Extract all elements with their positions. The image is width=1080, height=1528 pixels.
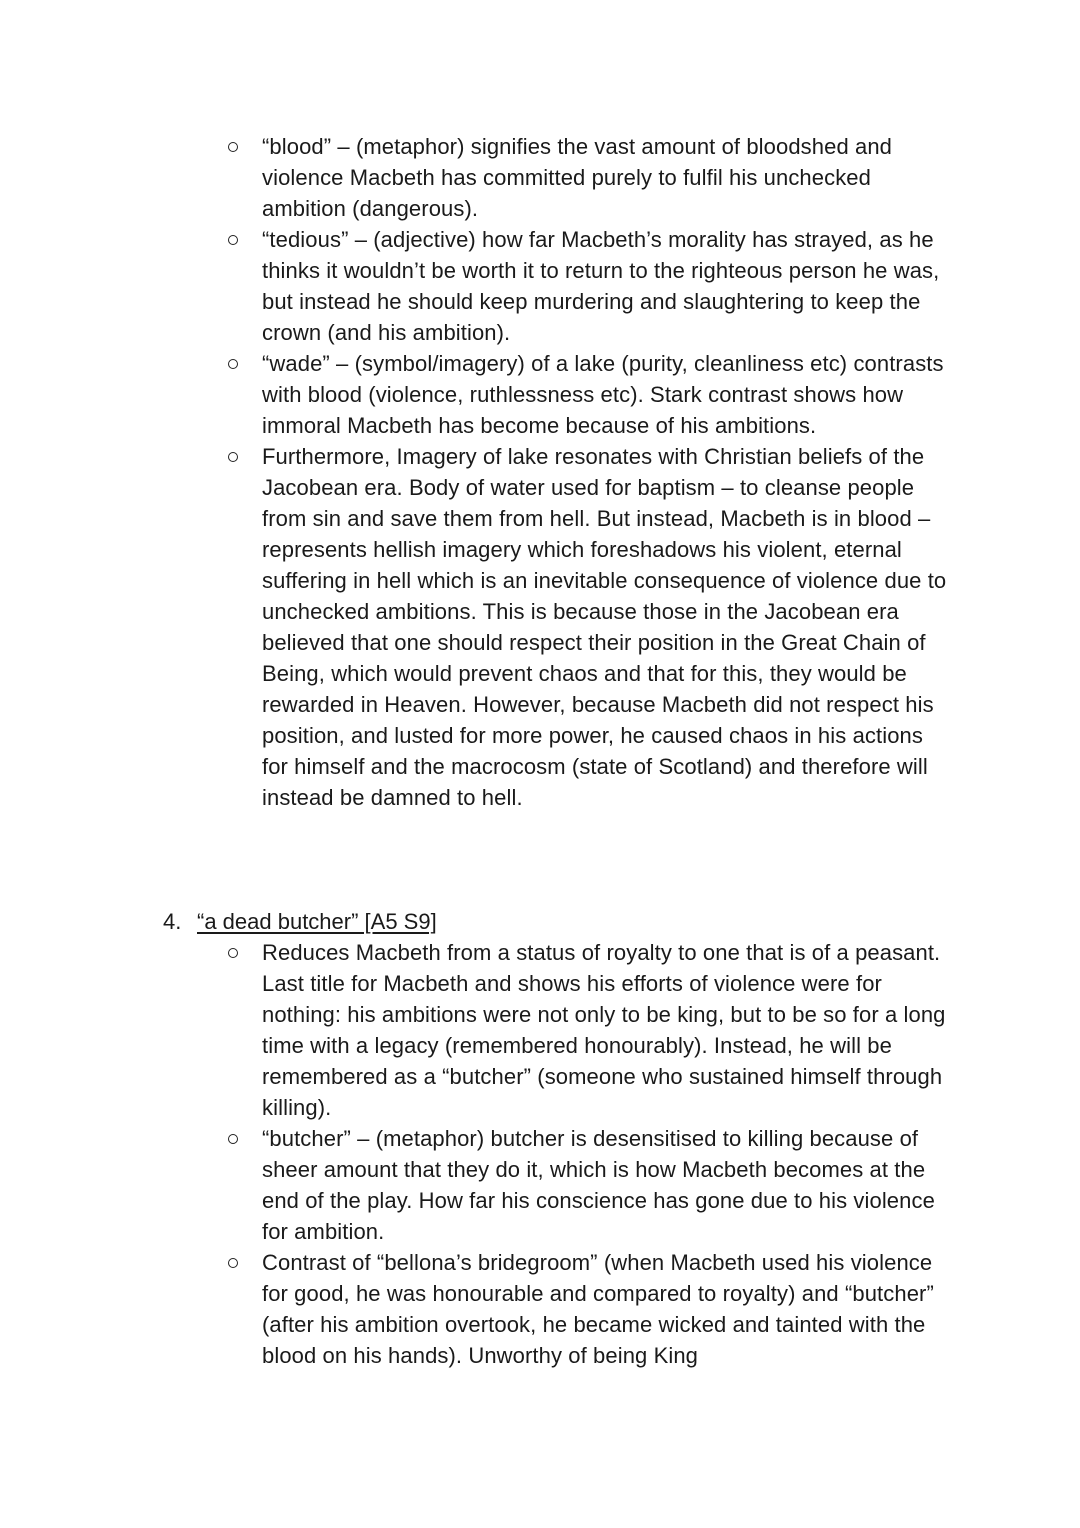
bullet-item-contrast — [0, 1247, 952, 1371]
bullet-text: “butcher” – (metaphor) butcher is desensitised to killing because of sheer amount that they do it, which is how Macbeth becomes at the end of the play. How far his conscience has gone due to his violence for ambition. — [262, 1126, 935, 1244]
bullet-text: “blood” – (metaphor) signifies the vast amount of bloodshed and violence Macbeth has committed purely to fulfil his unchecked ambition (dangerous). — [262, 134, 893, 221]
bullet-item-wade — [0, 348, 952, 441]
bullet-text: Contrast of “bellona’s bridegroom” (when Macbeth used his violence for good, he was honourable and compared to royalty) and “butcher” (after his ambition overtook, he became wicked and tainted with the blood on his hands). Unworthy of being King — [262, 1250, 934, 1368]
section-number: 4. — [163, 909, 182, 934]
bullet-text: Reduces Macbeth from a status of royalty to one that is of a peasant. Last title for Macbeth and shows his efforts of violence were for nothing: his ambitions were not only to be king, but to be so for a long time with a legacy (remembered honourably). Instead, he will be remembered as a “butcher” (someone who sustained himself through killing). — [262, 940, 946, 1120]
bullet-text: “tedious” – (adjective) how far Macbeth’s morality has strayed, as he thinks it wouldn’t be worth it to return to the righteous person he was, but instead he should keep murdering and slaughtering to keep the crown (and his ambition). — [262, 227, 940, 345]
hollow-bullet-icon — [228, 142, 238, 152]
bullet-text: Furthermore, Imagery of lake resonates with Christian beliefs of the Jacobean era. Body of water used for baptism – to cleanse people from sin and save them from hell. But instead, Macbeth is in blood – represents hellish imagery which foreshadows his violent, eternal suffering in hell which is an inevitable consequence of violence due to unchecked ambitions. This is because those in the Jacobean era believed that one should respect their position in the Great Chain of Being, which would prevent chaos and that for this, they would be rewarded in Heaven. However, because Macbeth did not respect his position, and lusted for more power, he caused chaos in his actions for himself and the macrocosm (state of Scotland) and therefore will instead be damned to hell. — [262, 444, 947, 810]
hollow-bullet-icon — [228, 948, 238, 958]
bullet-item-tedious — [0, 224, 952, 348]
section-title: “a dead butcher” [A5 S9] — [197, 909, 437, 934]
bullet-item-blood — [0, 131, 952, 224]
bullet-item-lake-imagery — [0, 441, 952, 813]
hollow-bullet-icon — [228, 1134, 238, 1144]
hollow-bullet-icon — [228, 235, 238, 245]
hollow-bullet-icon — [228, 359, 238, 369]
hollow-bullet-icon — [228, 1258, 238, 1268]
bullet-list — [0, 937, 1080, 1371]
analysis-section-continued — [0, 131, 1080, 813]
section-heading — [163, 906, 437, 937]
bullet-list — [0, 131, 1080, 813]
hollow-bullet-icon — [228, 452, 238, 462]
bullet-text: “wade” – (symbol/imagery) of a lake (purity, cleanliness etc) contrasts with blood (violence, ruthlessness etc). Stark contrast shows how immoral Macbeth has become because of his ambitions. — [262, 351, 944, 438]
bullet-item-reduces-macbeth — [0, 937, 952, 1123]
bullet-item-butcher — [0, 1123, 952, 1247]
analysis-section-4 — [0, 937, 1080, 1371]
